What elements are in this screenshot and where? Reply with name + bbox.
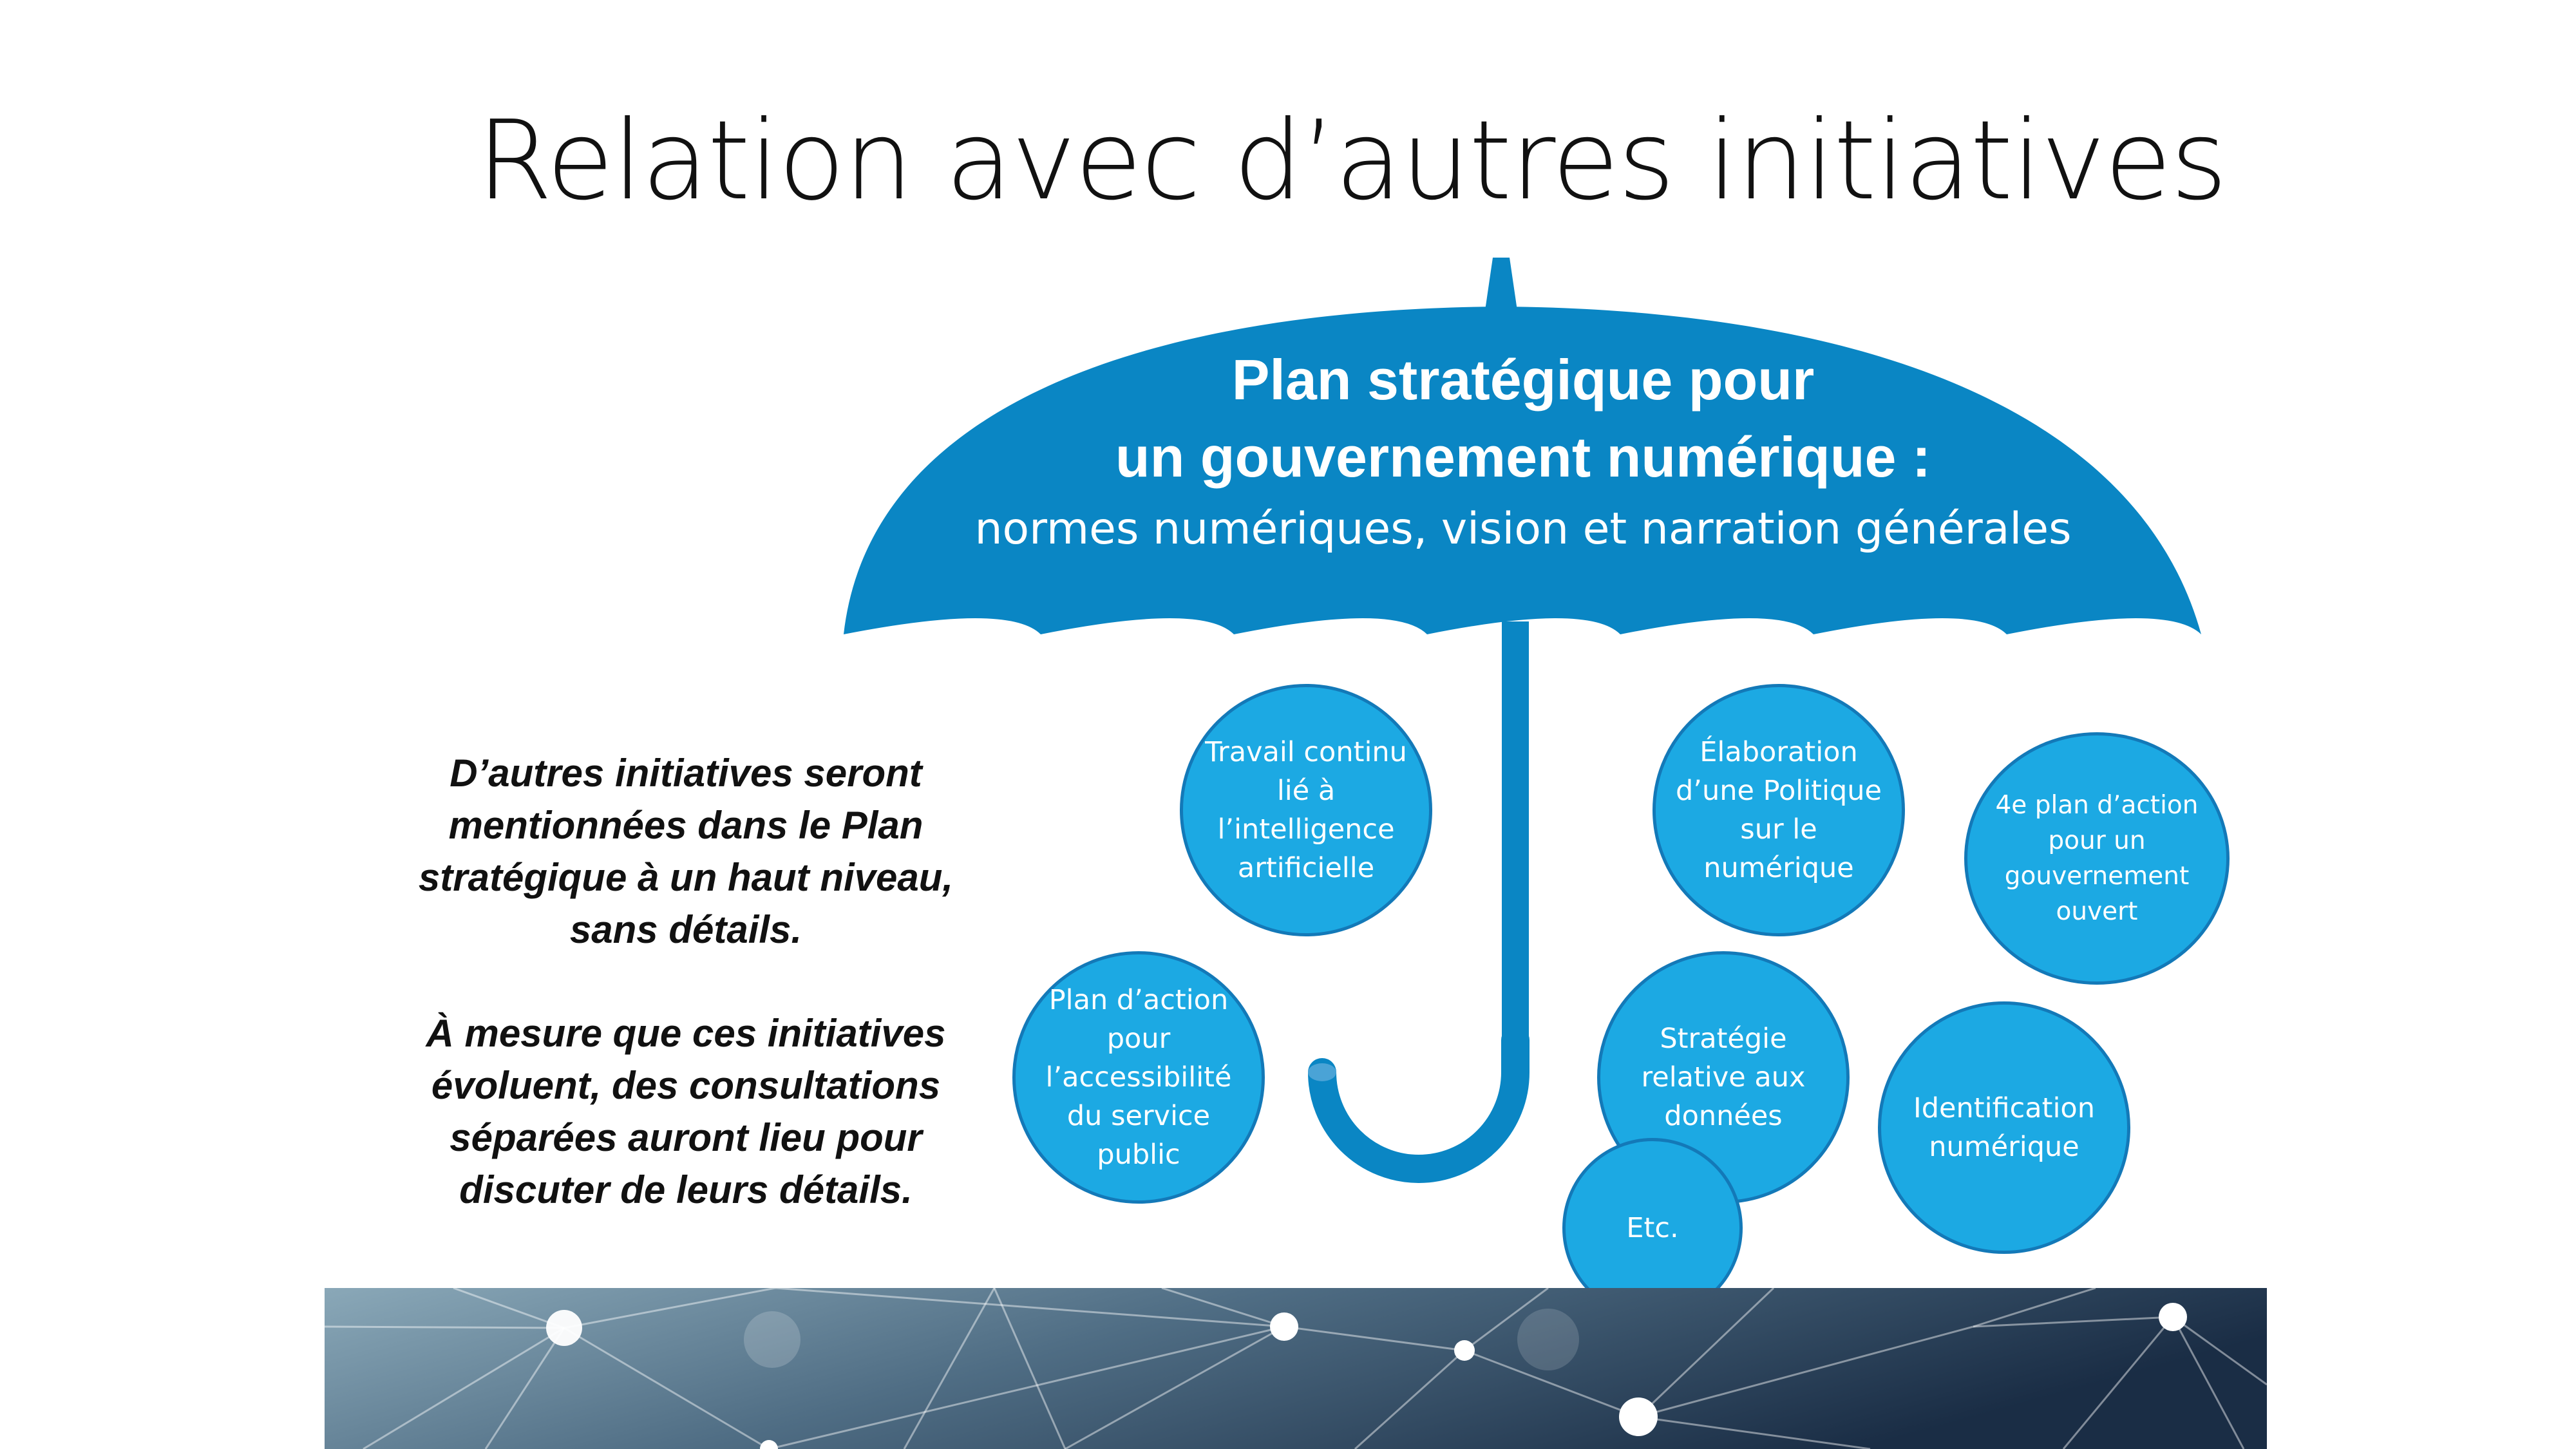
note-paragraph-1: D’autres initiatives seront mentionnées dans le Plan stratégique à un haut niveau, sans détails. (418, 752, 954, 951)
initiative-label-accessibility: Plan d’action pour l’accessibilité du service public (1045, 984, 1232, 1171)
umbrella-title-line2: un gouvernement numérique : (1115, 425, 1931, 489)
initiative-label-digital-id: Identification numérique (1913, 1092, 2095, 1163)
umbrella-tip (1485, 258, 1517, 310)
umbrella-subtitle: normes numériques, vision et narration générales (974, 504, 2072, 554)
network-banner (325, 1288, 2267, 1449)
umbrella-title-line1: Plan stratégique pour (1231, 348, 1815, 412)
initiative-bubble-digital-policy (1653, 684, 1905, 936)
network-pattern (325, 1288, 2267, 1449)
initiative-bubble-accessibility (1012, 951, 1265, 1204)
umbrella-label (914, 341, 2132, 562)
initiative-label-ai: Travail continu lié à l’intelligence artificielle (1205, 736, 1407, 884)
umbrella-handle (1322, 1040, 1515, 1169)
explanatory-note (393, 747, 979, 1216)
initiative-label-data-strategy: Stratégie relative aux données (1641, 1023, 1806, 1132)
initiative-label-digital-policy: Élaboration d’une Politique sur le numérique (1675, 736, 1882, 884)
initiative-label-etc: Etc. (1626, 1212, 1679, 1244)
slide-title: Relation avec d’autres initiatives (477, 97, 2226, 225)
initiative-bubble-digital-id (1878, 1001, 2130, 1254)
initiative-label-open-government: 4e plan d’action pour un gouvernement ouvert (1995, 791, 2199, 926)
initiative-bubble-ai (1180, 684, 1432, 936)
initiative-bubble-open-government (1964, 732, 2230, 985)
note-paragraph-2: À mesure que ces initiatives évoluent, des consultations séparées auront lieu pour discuter de leurs détails. (426, 1012, 946, 1211)
umbrella-shaft (1502, 621, 1529, 1046)
